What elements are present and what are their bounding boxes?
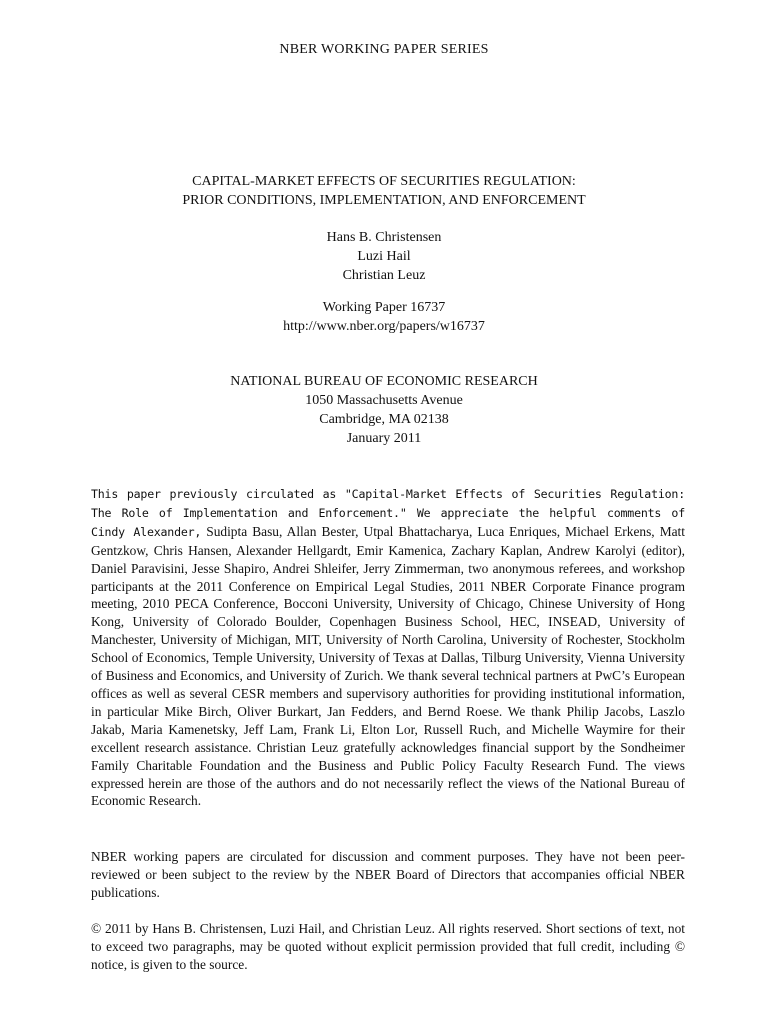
author-name: Hans B. Christensen xyxy=(326,230,442,245)
acknowledgements-text: Sudipta Basu, Allan Bester, Utpal Bhattacharya, Luca Enriques, Michael Erkens, Matt Gentzkow, Chris Hansen, Alexander Hellgardt, Emir Kamenica, Zachary Kaplan, Andrew Karolyi (editor), Daniel Paravisini, Jesse Shapiro, Andrei Shleifer, Jerry Zimmerman, two anonymous referees, and workshop participants at the 2011 Conference on Empirical Legal Studies, 2011 NBER Corporate Finance program meeting, 2010 PECA Conference, Bocconi University, University of Chicago, Chinese University of Hong Kong, University of Colorado Boulder, Copenhagen Business School, HEC, INSEAD, University of Manchester, University of Michigan, MIT, University of North Carolina, University of Rochester, Stockholm School of Economics, Temple University, University of Texas at Dallas, Tilburg University, Vienna University of Business and Economics, and University of Zurich. We thank several technical partners at PwC’s European offices as well as several CESR members and supervisory authorities for providing institutional information, in particular Mike Birch, Oliver Burkart, Jan Fedders, and Bernd Roese. We thank Philip Jacobs, Laszlo Jakab, Maria Kamenetsky, Jeff Lam, Frank Li, Elton Lor, Russell Ruch, and Michelle Waymire for their excellent research assistance. Christian Leuz gratefully acknowledges financial support by the Sondheimer Family Charitable Foundation and the Business and Public Policy Faculty Research Fund. The views expressed herein are those of the authors and do not necessarily reflect the views of the National Bureau of Economic Research. xyxy=(91,523,685,809)
author-list xyxy=(0,228,768,285)
publication-date: January 2011 xyxy=(346,431,422,446)
institution-block xyxy=(0,372,768,448)
author-name: Luzi Hail xyxy=(357,249,411,264)
copyright-paragraph: © 2011 by Hans B. Christensen, Luzi Hail, and Christian Leuz. All rights reserved. Short sections of text, not to exceed two paragraphs, may be quoted without explicit permission provided that full credit, including © notice, is given to the source. xyxy=(91,921,685,972)
institution-street: 1050 Massachusetts Avenue xyxy=(305,393,463,408)
acknowledgements-paragraph xyxy=(91,485,685,810)
paper-url: http://www.nber.org/papers/w16737 xyxy=(283,319,485,334)
acknowledgements-intro: This paper previously circulated as "Capital-Market Effects of Securities Regulation: The Role of Implementation and Enforcement." We appreciate the helpful comments of Cindy Alexander, xyxy=(91,487,685,539)
author-name: Christian Leuz xyxy=(342,268,426,283)
institution-city: Cambridge, MA 02138 xyxy=(319,412,449,427)
series-heading: NBER WORKING PAPER SERIES xyxy=(279,42,489,57)
working-paper-number: Working Paper 16737 xyxy=(322,300,446,315)
institution-name: NATIONAL BUREAU OF ECONOMIC RESEARCH xyxy=(230,374,538,389)
paper-title xyxy=(0,172,768,210)
disclaimer-paragraph: NBER working papers are circulated for discussion and comment purposes. They have not been peer-reviewed or been subject to the review by the NBER Board of Directors that accompanies official NBER publications. xyxy=(91,849,685,900)
working-paper-info xyxy=(0,298,768,336)
paper-title-line-2: PRIOR CONDITIONS, IMPLEMENTATION, AND ENFORCEMENT xyxy=(182,193,586,208)
paper-title-line-1: CAPITAL-MARKET EFFECTS OF SECURITIES REGULATION: xyxy=(192,174,576,189)
